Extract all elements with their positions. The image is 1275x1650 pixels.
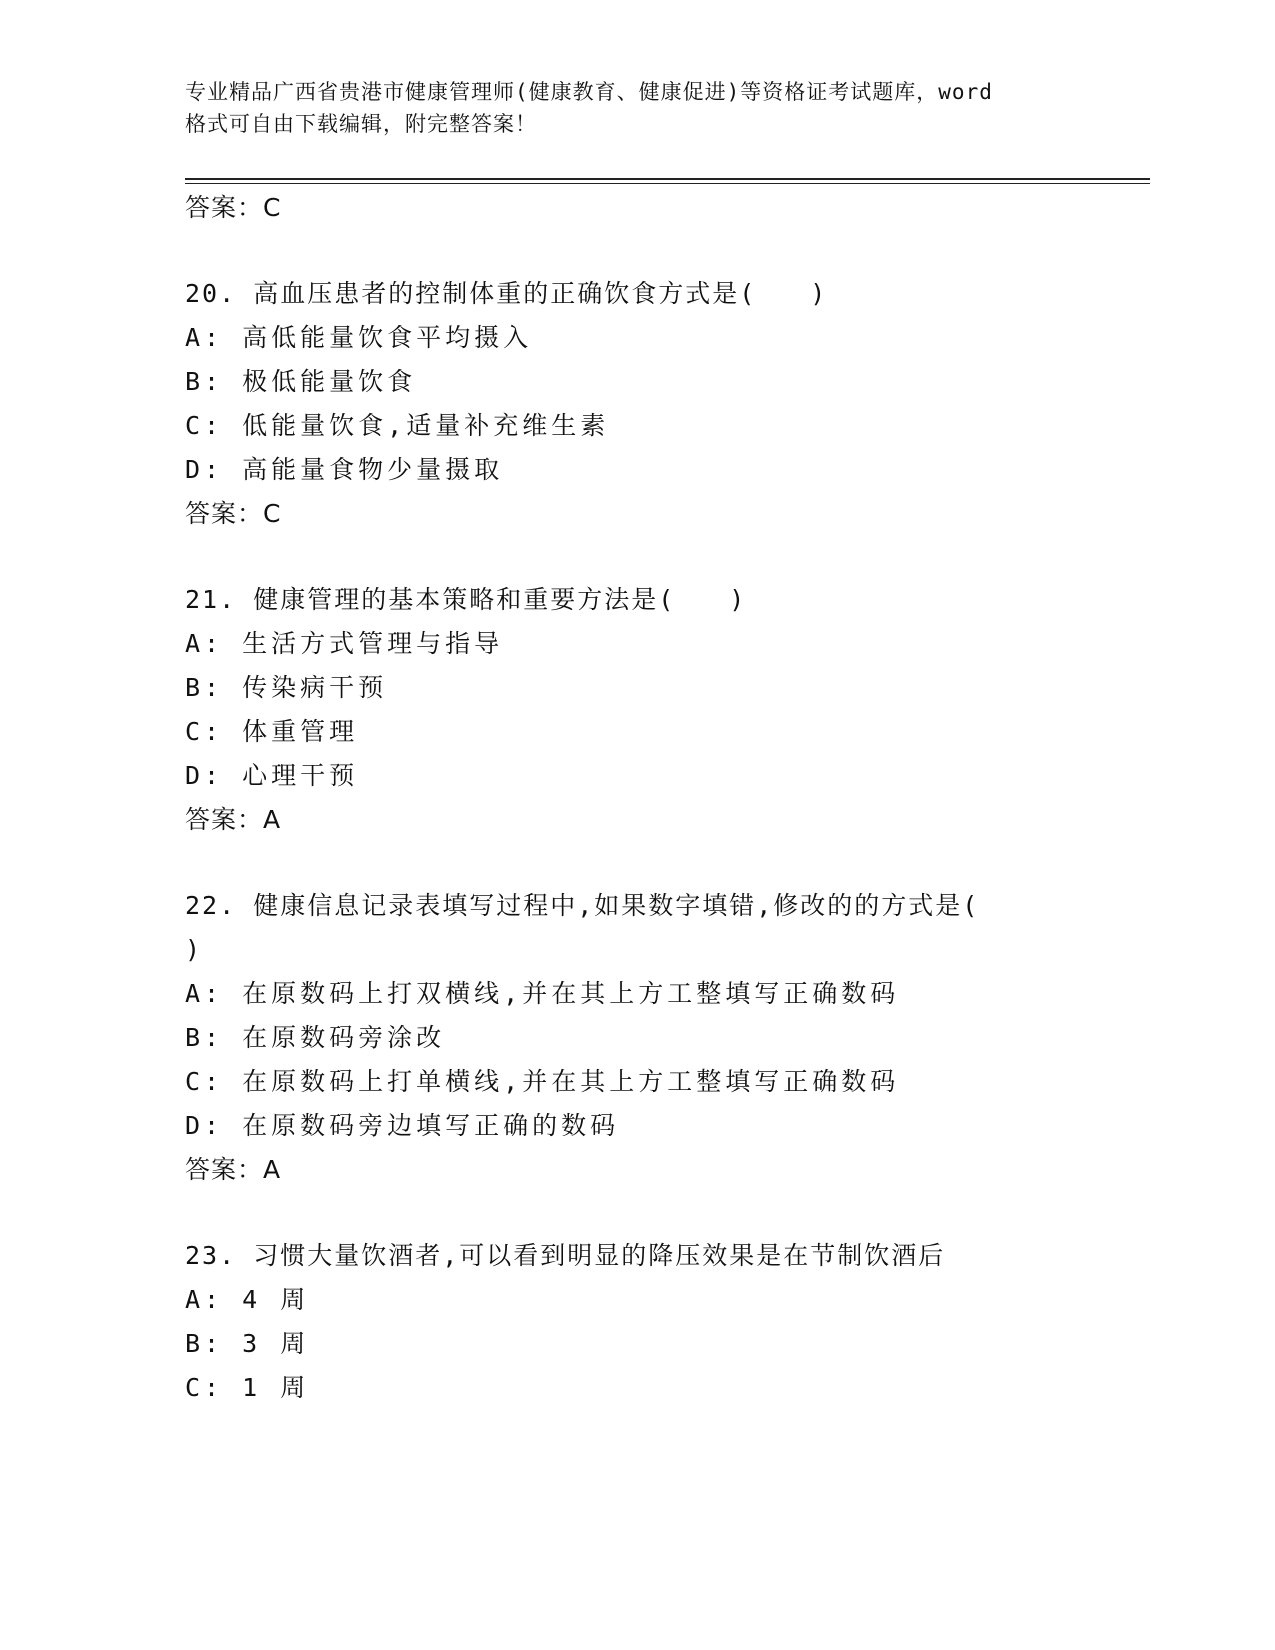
question-21-option-b: B: 传染病干预: [185, 673, 388, 702]
question-20-option-b: B: 极低能量饮食: [185, 367, 417, 396]
question-23-option-c: C: 1 周: [185, 1373, 310, 1402]
previous-answer: 答案：C: [185, 193, 282, 222]
question-21-option-c: C: 体重管理: [185, 717, 359, 746]
document-header: [185, 76, 1085, 140]
question-20-answer: 答案：C: [185, 499, 282, 528]
question-21-option-d: D: 心理干预: [185, 761, 359, 790]
header-divider-thick: [185, 178, 1150, 180]
question-22-option-a: A: 在原数码上打双横线,并在其上方工整填写正确数码: [185, 979, 900, 1008]
question-23-option-a: A: 4 周: [185, 1285, 310, 1314]
question-22-option-d: D: 在原数码旁边填写正确的数码: [185, 1111, 620, 1140]
question-23-option-b: B: 3 周: [185, 1329, 310, 1358]
question-21-answer: 答案：A: [185, 805, 282, 834]
question-23-stem: 23. 习惯大量饮酒者,可以看到明显的降压效果是在节制饮酒后: [185, 1241, 946, 1270]
question-22-stem-continuation: ): [185, 935, 205, 964]
header-line-1: 专业精品广西省贵港市健康管理师(健康教育、健康促进)等资格证考试题库，word: [185, 80, 993, 104]
question-22-stem: 22. 健康信息记录表填写过程中,如果数字填错,修改的的方式是(: [185, 891, 980, 920]
question-21-option-a: A: 生活方式管理与指导: [185, 629, 504, 658]
header-divider-thin: [185, 183, 1150, 184]
question-20-stem: 20. 高血压患者的控制体重的正确饮食方式是( ): [185, 279, 828, 308]
question-22-option-b: B: 在原数码旁涂改: [185, 1023, 446, 1052]
question-21-stem: 21. 健康管理的基本策略和重要方法是( ): [185, 585, 747, 614]
question-20-option-a: A: 高低能量饮食平均摄入: [185, 323, 533, 352]
question-20-option-c: C: 低能量饮食,适量补充维生素: [185, 411, 610, 440]
question-20-option-d: D: 高能量食物少量摄取: [185, 455, 504, 484]
header-line-2: 格式可自由下载编辑，附完整答案！: [185, 112, 537, 136]
question-22-option-c: C: 在原数码上打单横线,并在其上方工整填写正确数码: [185, 1067, 900, 1096]
question-22-answer: 答案：A: [185, 1155, 282, 1184]
